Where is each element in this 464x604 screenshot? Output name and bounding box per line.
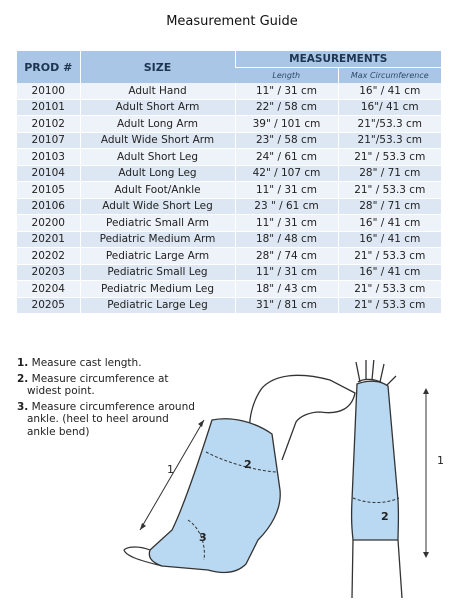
cell-length: 18" / 43 cm (235, 281, 338, 298)
leg-label-ankle: 3 (199, 531, 207, 544)
cell-length: 23" / 58 cm (235, 132, 338, 149)
measurement-illustration (0, 360, 464, 604)
cell-max-circumference: 21" / 53.3 cm (338, 182, 441, 199)
cell-length: 39" / 101 cm (235, 116, 338, 133)
arm-cover (352, 381, 399, 540)
page-title: Measurement Guide (166, 14, 298, 29)
cell-length: 23 " / 61 cm (235, 198, 338, 215)
header-max-circumference: Max Circumference (338, 68, 441, 83)
cell-max-circumference: 28" / 71 cm (338, 198, 441, 215)
cell-size: Adult Long Leg (80, 165, 235, 182)
cell-prod: 20103 (17, 149, 80, 166)
cell-size: Pediatric Small Arm (80, 215, 235, 232)
cell-prod: 20102 (17, 116, 80, 133)
cell-size: Adult Wide Short Arm (80, 132, 235, 149)
table-row (17, 165, 441, 182)
cell-max-circumference: 21" / 53.3 cm (338, 297, 441, 314)
cell-max-circumference: 21" / 53.3 cm (338, 248, 441, 265)
cell-prod: 20204 (17, 281, 80, 298)
instruction-number: 2. (17, 372, 29, 385)
cell-max-circumference: 21"/53.3 cm (338, 132, 441, 149)
cell-size: Pediatric Medium Arm (80, 231, 235, 248)
table-row (17, 215, 441, 232)
arm-illustration (352, 360, 429, 598)
thigh-outline (262, 375, 355, 460)
cell-size: Adult Short Arm (80, 99, 235, 116)
cell-length: 24" / 61 cm (235, 149, 338, 166)
cell-length: 28" / 74 cm (235, 248, 338, 265)
instruction-text: Measure cast length. (31, 357, 142, 369)
cell-size: Pediatric Large Leg (80, 297, 235, 314)
cell-max-circumference: 28" / 71 cm (338, 165, 441, 182)
leg-cover (149, 419, 280, 573)
cell-prod: 20205 (17, 297, 80, 314)
cell-max-circumference: 16" / 41 cm (338, 231, 441, 248)
table-row (17, 99, 441, 116)
cell-prod: 20101 (17, 99, 80, 116)
cell-prod: 20202 (17, 248, 80, 265)
cell-size: Adult Wide Short Leg (80, 198, 235, 215)
table-row (17, 116, 441, 133)
cell-prod: 20105 (17, 182, 80, 199)
cell-max-circumference: 16" / 41 cm (338, 215, 441, 232)
arm-label-forearm: 2 (381, 510, 389, 523)
cell-size: Adult Long Arm (80, 116, 235, 133)
arm-label-length: 1 (437, 454, 444, 467)
cell-size: Adult Foot/Ankle (80, 182, 235, 199)
table-row (17, 182, 441, 199)
table-row (17, 132, 441, 149)
table-row (17, 231, 441, 248)
cell-size: Pediatric Small Leg (80, 264, 235, 281)
header-size: SIZE (80, 51, 235, 83)
cell-max-circumference: 21" / 53.3 cm (338, 149, 441, 166)
cell-size: Adult Hand (80, 83, 235, 99)
table-row (17, 83, 441, 99)
cell-prod: 20106 (17, 198, 80, 215)
upper-arm-outline (352, 540, 402, 598)
measurement-table (17, 51, 441, 314)
header-measurements: MEASUREMENTS (235, 51, 441, 68)
cell-length: 11" / 31 cm (235, 182, 338, 199)
cell-prod: 20107 (17, 132, 80, 149)
header-prod: PROD # (17, 51, 80, 83)
cell-max-circumference: 16" / 41 cm (338, 264, 441, 281)
cell-prod: 20100 (17, 83, 80, 99)
table-row (17, 297, 441, 314)
cell-prod: 20104 (17, 165, 80, 182)
table-row (17, 248, 441, 265)
cell-length: 11" / 31 cm (235, 83, 338, 99)
cell-prod: 20200 (17, 215, 80, 232)
cell-length: 18" / 48 cm (235, 231, 338, 248)
leg-label-calf: 2 (244, 458, 252, 471)
table-row (17, 149, 441, 166)
cell-size: Pediatric Medium Leg (80, 281, 235, 298)
cell-max-circumference: 16" / 41 cm (338, 83, 441, 99)
instruction-text: Measure circumference at widest point. (27, 372, 169, 397)
cell-prod: 20203 (17, 264, 80, 281)
table-row (17, 198, 441, 215)
cell-length: 11" / 31 cm (235, 215, 338, 232)
cell-length: 11" / 31 cm (235, 264, 338, 281)
cell-size: Pediatric Large Arm (80, 248, 235, 265)
cell-length: 42" / 107 cm (235, 165, 338, 182)
instruction-number: 3. (17, 400, 29, 413)
cell-length: 31" / 81 cm (235, 297, 338, 314)
cell-length: 22" / 58 cm (235, 99, 338, 116)
table-row (17, 264, 441, 281)
cell-prod: 20201 (17, 231, 80, 248)
instruction-text: Measure circumference around ankle. (heel to heel around ankle bend) (27, 400, 195, 438)
cell-max-circumference: 21"/53.3 cm (338, 116, 441, 133)
header-length: Length (235, 68, 338, 83)
table-row (17, 281, 441, 298)
instruction-number: 1. (17, 357, 29, 369)
cell-max-circumference: 16"/ 41 cm (338, 99, 441, 116)
leg-illustration (124, 375, 355, 572)
cell-size: Adult Short Leg (80, 149, 235, 166)
cell-max-circumference: 21" / 53.3 cm (338, 281, 441, 298)
leg-label-length: 1 (167, 463, 174, 476)
